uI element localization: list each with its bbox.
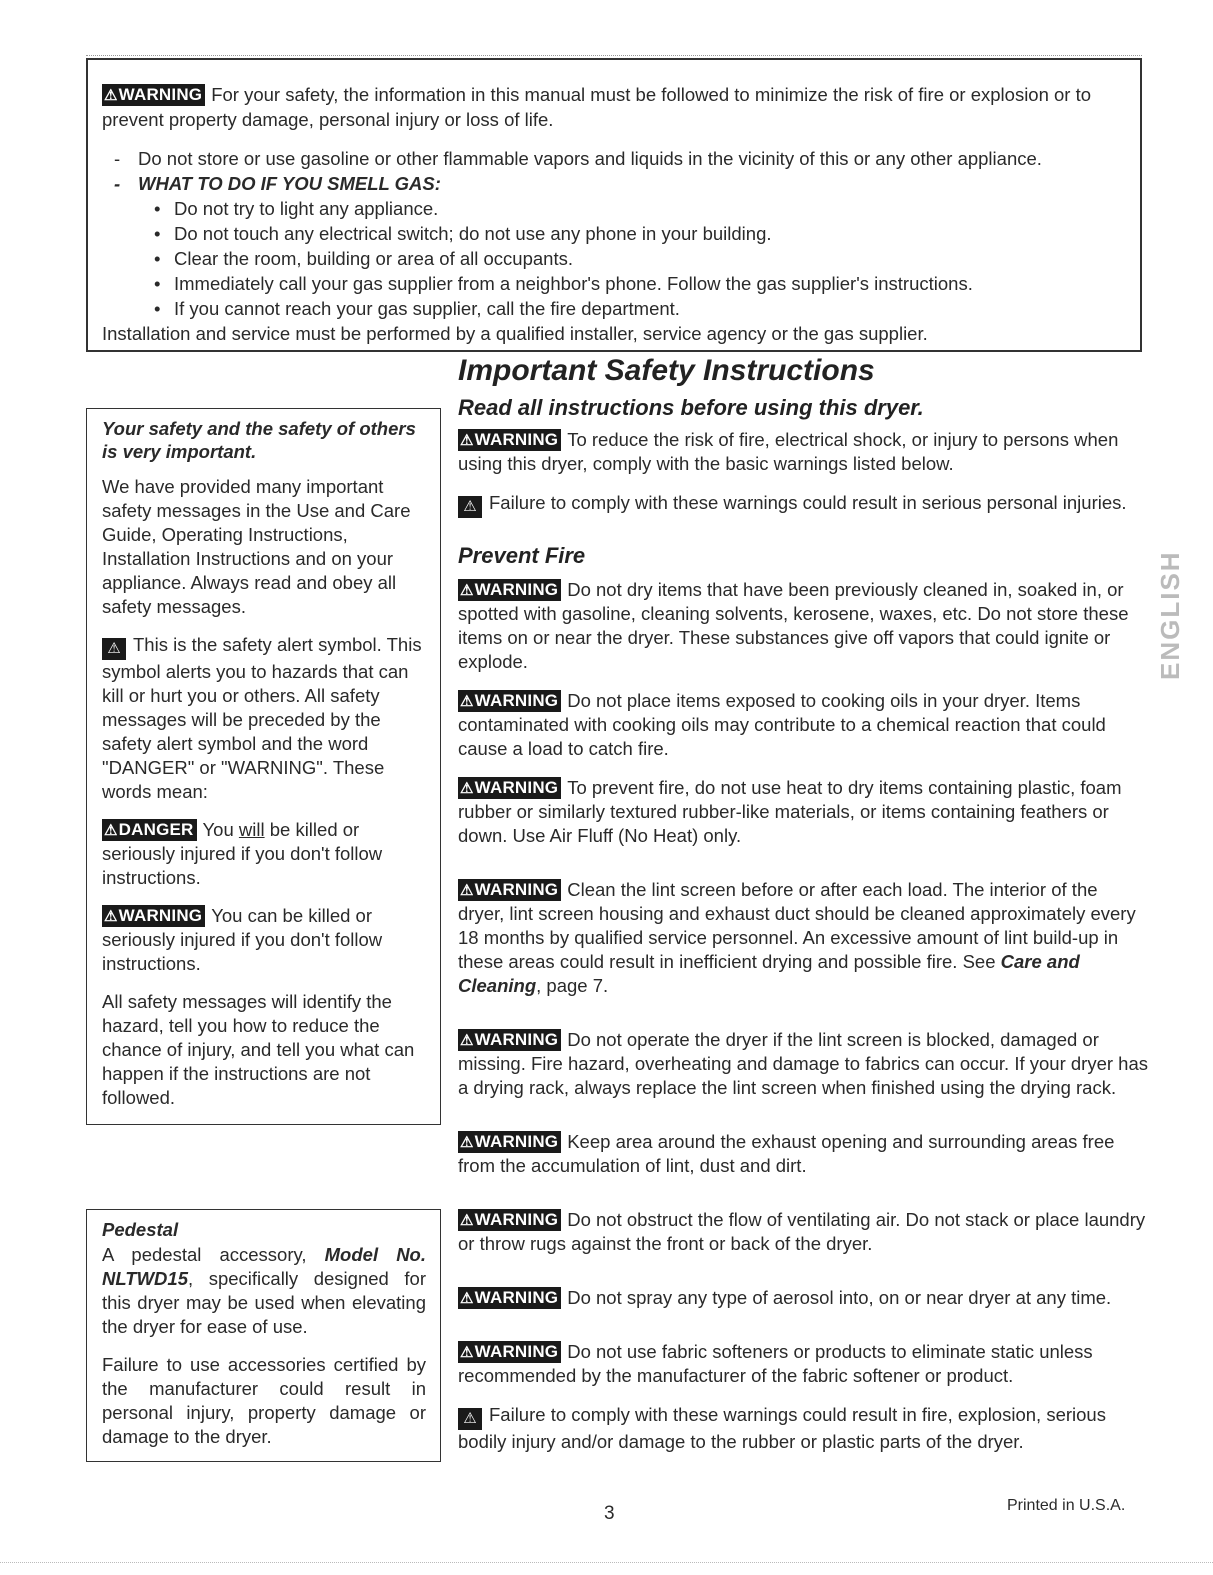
- warning-badge: ⚠WARNING: [458, 579, 561, 601]
- list-item: • Do not try to light any appliance.: [102, 196, 1126, 221]
- warning-badge: ⚠WARNING: [458, 1341, 561, 1363]
- fire-warning: ⚠WARNING Do not spray any type of aerosol into, on or near dryer at any time.: [460, 1287, 1112, 1308]
- safety-box-paragraph: We have provided many important safety messages in the Use and Care Guide, Operating Instructions, Installation Instructions and on your appliance. Always read and obey all safety messages.: [102, 476, 411, 617]
- list-item: • Clear the room, building or area of all occupants.: [102, 246, 1126, 271]
- alert-triangle-icon: ⚠: [460, 1344, 474, 1361]
- gas-warning-list: [102, 146, 1126, 321]
- fire-warning: ⚠WARNING To prevent fire, do not use heat to dry items containing plastic, foam rubber or similarly textured rubber-like materials, or items containing feathers or down. Use Air Fluff (No Heat) only.: [458, 777, 1122, 846]
- intro-warning: ⚠WARNING To reduce the risk of fire, electrical shock, or injury to persons when using this dryer, comply with the basic warnings listed below.: [458, 429, 1119, 474]
- list-item: • Immediately call your gas supplier from a neighbor's phone. Follow the gas supplier's instructions.: [102, 271, 1126, 296]
- installation-note: Installation and service must be performed by a qualified installer, service agency or the gas supplier.: [102, 323, 928, 344]
- model-number: Model No. NLTWD15: [102, 1244, 426, 1289]
- alert-triangle-icon: ⚠: [460, 780, 474, 797]
- warning-badge: ⚠WARNING: [458, 1287, 561, 1309]
- alert-triangle-icon: ⚠: [460, 1212, 474, 1229]
- fire-warning: ⚠WARNING Do not dry items that have been previously cleaned in, soaked in, or spotted with gasoline, cleaning solvents, kerosene, waxes, etc. Do not store these items on or near the dryer. These substances give off vapors that could ignite or explode.: [458, 579, 1129, 672]
- gas-warning-box: [86, 58, 1142, 352]
- language-tab: ENGLISH: [1155, 550, 1185, 680]
- warning-badge: ⚠WARNING: [458, 429, 561, 451]
- alert-triangle-icon: ⚠: [458, 1408, 482, 1430]
- safety-info-box: [86, 408, 441, 1125]
- care-and-cleaning-reference: Care and Cleaning: [458, 951, 1080, 996]
- alert-triangle-icon: ⚠: [460, 693, 474, 710]
- fire-warning: ⚠WARNING Do not place items exposed to cooking oils in your dryer. Items contaminated with cooking oils may contribute to a chemical reaction that could cause a load to catch fire.: [458, 690, 1106, 759]
- gas-warning-intro: ⚠WARNING For your safety, the information in this manual must be followed to minimize the risk of fire or explosion or to prevent property damage, personal injury or loss of life.: [102, 84, 1092, 130]
- alert-triangle-icon: ⚠: [102, 638, 126, 660]
- warning-badge: ⚠WARNING: [458, 1209, 561, 1231]
- fire-warning: ⚠WARNING Do not operate the dryer if the lint screen is blocked, damaged or missing. Fire hazard, overheating and damage to fabrics can occur. If your dryer has a drying rack, always replace the lint screen when finished using the drying rack.: [458, 1029, 1148, 1098]
- pedestal-box: [86, 1209, 441, 1462]
- safety-box-heading: Your safety and the safety of others is very important.: [102, 418, 416, 462]
- bottom-rule: [0, 1562, 1213, 1563]
- alert-triangle-icon: ⚠: [104, 87, 118, 104]
- warning-badge: ⚠WARNING: [102, 905, 205, 927]
- list-item: • If you cannot reach your gas supplier, call the fire department.: [102, 296, 1126, 321]
- page-title: Important Safety Instructions: [458, 354, 875, 387]
- safety-box-paragraph: All safety messages will identify the hazard, tell you how to reduce the chance of injury, and tell you what can happen if the instructions are not followed.: [102, 991, 415, 1108]
- fire-warning: ⚠WARNING Do not obstruct the flow of ventilating air. Do not stack or place laundry or throw rugs against the front or back of the dryer.: [458, 1209, 1146, 1254]
- printed-note: Printed in U.S.A.: [1007, 1497, 1126, 1514]
- prevent-fire-heading: Prevent Fire: [458, 543, 586, 568]
- alert-triangle-icon: ⚠: [104, 822, 118, 839]
- warning-badge: ⚠WARNING: [458, 690, 561, 712]
- alert-triangle-icon: ⚠: [460, 582, 474, 599]
- alert-triangle-icon: ⚠: [104, 908, 118, 925]
- danger-badge: ⚠DANGER: [102, 819, 197, 841]
- warning-badge: ⚠WARNING: [458, 1131, 561, 1153]
- warning-badge: ⚠WARNING: [102, 84, 205, 106]
- alert-triangle-icon: ⚠: [460, 1134, 474, 1151]
- fire-warning: ⚠WARNING Do not use fabric softeners or products to eliminate static unless recommended by the manufacturer of the fabric softener or product.: [458, 1341, 1093, 1386]
- warning-definition: ⚠WARNING You can be killed or seriously injured if you don't follow instructions.: [102, 905, 383, 974]
- top-rule: [86, 55, 1142, 56]
- warning-badge: ⚠WARNING: [458, 1029, 561, 1051]
- final-failure: ⚠ Failure to comply with these warnings could result in fire, explosion, serious bodily injury and/or damage to the rubber or plastic parts of the dryer.: [458, 1404, 1106, 1452]
- alert-triangle-icon: ⚠: [460, 1032, 474, 1049]
- alert-triangle-icon: ⚠: [460, 882, 474, 899]
- pedestal-heading: Pedestal: [102, 1219, 179, 1240]
- page-number: 3: [604, 1503, 615, 1524]
- smell-gas-heading: - WHAT TO DO IF YOU SMELL GAS:: [102, 171, 1126, 196]
- list-item: • Do not touch any electrical switch; do not use any phone in your building.: [102, 221, 1126, 246]
- alert-triangle-icon: ⚠: [460, 1290, 474, 1307]
- intro-failure: ⚠ Failure to comply with these warnings could result in serious personal injuries.: [458, 491, 1148, 518]
- fire-warning: ⚠WARNING Keep area around the exhaust opening and surrounding areas free from the accumulation of lint, dust and dirt.: [458, 1131, 1115, 1176]
- warning-badge: ⚠WARNING: [458, 879, 561, 901]
- lint-warning: ⚠WARNING Clean the lint screen before or after each load. The interior of the dryer, lint screen housing and exhaust duct should be cleaned approximately every 18 months by qualified service personnel. An excessive amount of lint build-up in these areas could result in inefficient drying and possible fire. See Care and Cleaning, page 7.: [458, 879, 1136, 996]
- alert-triangle-icon: ⚠: [458, 496, 482, 518]
- danger-definition: ⚠DANGER You will be killed or seriously injured if you don't follow instructions.: [102, 819, 383, 888]
- safety-box-paragraph: ⚠ This is the safety alert symbol. This symbol alerts you to hazards that can kill or hurt you or others. All safety messages will be preceded by the safety alert symbol and the word "DANGER" or "WARNING". These words mean:: [102, 634, 422, 802]
- pedestal-paragraph: Failure to use accessories certified by the manufacturer could result in personal injury, property damage or damage to the dryer.: [102, 1354, 426, 1447]
- page-subtitle: Read all instructions before using this dryer.: [458, 395, 924, 420]
- pedestal-paragraph: A pedestal accessory, Model No. NLTWD15, specifically designed for this dryer may be used when elevating the dryer for ease of use.: [102, 1244, 426, 1337]
- instructions-column: [458, 428, 1148, 1469]
- alert-triangle-icon: ⚠: [460, 432, 474, 449]
- no-store-item: - Do not store or use gasoline or other flammable vapors and liquids in the vicinity of this or any other appliance.: [102, 146, 1126, 171]
- warning-badge: ⚠WARNING: [458, 777, 561, 799]
